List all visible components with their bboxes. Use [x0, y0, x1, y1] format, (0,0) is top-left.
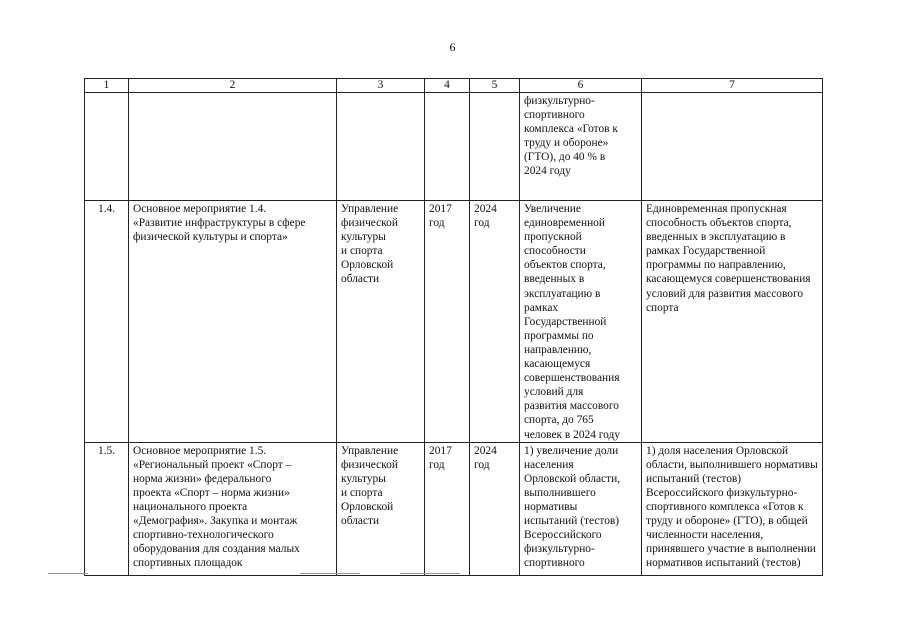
measure-name [129, 93, 337, 201]
row-number: 1.5. [85, 442, 129, 575]
end-year [470, 93, 520, 201]
header-col-5: 5 [470, 79, 520, 93]
header-col-4: 4 [425, 79, 470, 93]
target-indicator: Единовременная пропускная способность объектов спорта, введенных в эксплуатацию в рамках Государственной программы по направлению, касающемуся совершенствования условий для развития массового спорта [642, 201, 823, 443]
end-year: 2024 год [470, 442, 520, 575]
program-measures-table [84, 78, 823, 576]
start-year: 2017 год [425, 201, 470, 443]
scan-noise-mark [400, 573, 460, 574]
scan-noise-mark [300, 573, 360, 574]
header-col-1: 1 [85, 79, 129, 93]
row-number [85, 93, 129, 201]
end-year: 2024 год [470, 201, 520, 443]
expected-result: Увеличение единовременной пропускной способности объектов спорта, введенных в эксплуатацию в рамках Государственной программы по направлению, касающемуся совершенствования условий для развития массового спорта, до 765 человек в 2024 году [520, 201, 642, 443]
header-col-6: 6 [520, 79, 642, 93]
page-number: 6 [449, 40, 456, 54]
row-number: 1.4. [85, 201, 129, 443]
header-col-7: 7 [642, 79, 823, 93]
start-year [425, 93, 470, 201]
expected-result: 1) увеличение доли населения Орловской области, выполнившего нормативы испытаний (тестов) Всероссийского физкультурно- спортивного [520, 442, 642, 575]
expected-result: физкультурно- спортивного комплекса «Готов к труду и обороне» (ГТО), до 40 % в 2024 году [520, 93, 642, 201]
target-indicator: 1) доля населения Орловской области, выполнившего нормативы испытаний (тестов) Всероссийского физкультурно- спортивного комплекса «Готов к труду и обороне» (ГТО), в общей численности населения, принявшего участие в выполнении нормативов испытаний (тестов) [642, 442, 823, 575]
table-row [85, 93, 823, 201]
header-row [85, 79, 823, 93]
responsible-executor: Управление физической культуры и спорта Орловской области [337, 201, 425, 443]
header-col-2: 2 [129, 79, 337, 93]
start-year: 2017 год [425, 442, 470, 575]
responsible-executor [337, 93, 425, 201]
table-row [85, 442, 823, 575]
target-indicator [642, 93, 823, 201]
measure-name: Основное мероприятие 1.4. «Развитие инфраструктуры в сфере физической культуры и спорта» [129, 201, 337, 443]
measure-name: Основное мероприятие 1.5. «Региональный проект «Спорт – норма жизни» федерального проекта «Спорт – норма жизни» национального проекта «Демография». Закупка и монтаж спортивно-технологического оборудования для создания малых спортивных площадок [129, 442, 337, 575]
scan-noise-mark [48, 573, 88, 574]
table-row [85, 201, 823, 443]
responsible-executor: Управление физической культуры и спорта Орловской области [337, 442, 425, 575]
header-col-3: 3 [337, 79, 425, 93]
